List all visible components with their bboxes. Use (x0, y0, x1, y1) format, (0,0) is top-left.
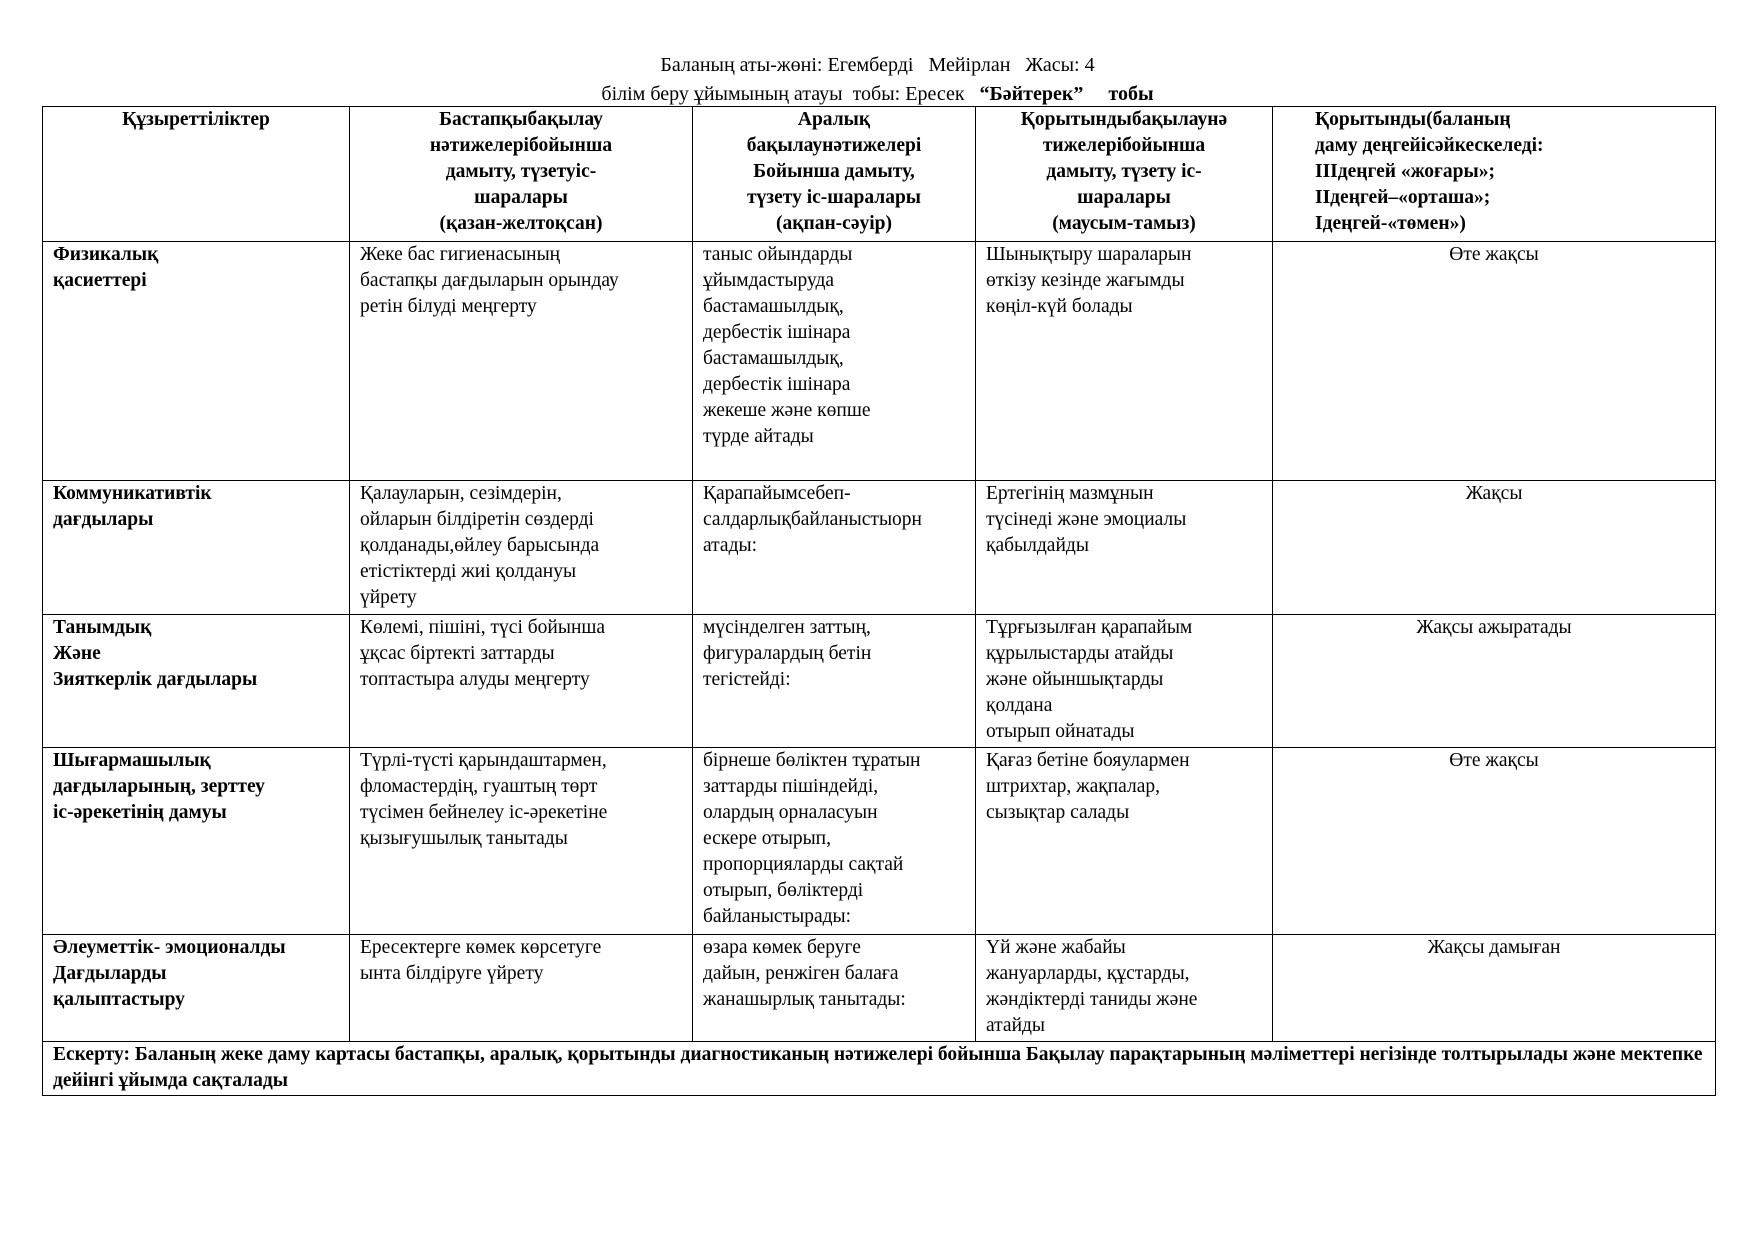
table-row (43, 935, 1716, 1042)
criterion-cell: Әлеуметтік- эмоционалды Дағдыларды қалыптастыру (43, 935, 350, 1042)
table-row (43, 481, 1716, 615)
result-cell: Жақсы дамыған (1273, 935, 1716, 1042)
final-cell: Үй және жабайы жануарларды, құстарды, жәндіктерді таниды және атайды (976, 935, 1273, 1042)
table-row (43, 242, 1716, 481)
development-card-table (42, 106, 1716, 1096)
initial-cell: Қалауларын, сезімдерін, ойларын білдіретін сөздерді қолданады,өйлеу барысында етістіктерді жиі қолдануы үйрету (350, 481, 693, 615)
intermediate-cell: мүсінделген заттың, фигуралардың бетін тегістейді: (693, 615, 976, 748)
initial-cell: Ересектерге көмек көрсетуге ынта білдіруге үйрету (350, 935, 693, 1042)
result-cell: Өте жақсы (1273, 748, 1716, 935)
final-cell: Қағаз бетіне бояулармен штрихтар, жақпалар, сызықтар салады (976, 748, 1273, 935)
final-cell: Ертегінің мазмұнын түсінеді және эмоциалы қабылдайды (976, 481, 1273, 615)
table-row (43, 615, 1716, 748)
column-header-competencies: Құзыреттіліктер (43, 107, 350, 242)
column-header-final: Қорытындыбақылаунә тижелерібойынша дамыту, түзету іс- шаралары (маусым-тамыз) (976, 107, 1273, 242)
result-cell: Өте жақсы (1273, 242, 1716, 481)
result-cell: Жақсы ажыратады (1273, 615, 1716, 748)
organization-prefix: білім беру ұйымының атауы тобы: Ересек (601, 83, 980, 105)
intermediate-cell: бірнеше бөліктен тұратын заттарды пішіндейді, олардың орналасуын ескере отырып, пропорцияларды сақтай отырып, бөліктерді байланыстырады: (693, 748, 976, 935)
initial-cell: Жеке бас гигиенасының бастапқы дағдыларын орындау ретін білуді меңгерту (350, 242, 693, 481)
column-header-intermediate: Аралық бақылаунәтижелері Бойынша дамыту, түзету іс-шаралары (ақпан-сәуір) (693, 107, 976, 242)
intermediate-cell: өзара көмек беруге дайын, ренжіген балаға жанашырлық танытады: (693, 935, 976, 1042)
organization-line (0, 82, 1755, 106)
organization-suffix: тобы (1083, 83, 1154, 105)
criterion-cell: Физикалық қасиеттері (43, 242, 350, 481)
final-cell: Шынықтыру шараларын өткізу кезінде жағымды көңіл-күй болады (976, 242, 1273, 481)
table-row (43, 748, 1716, 935)
initial-cell: Көлемі, пішіні, түсі бойынша ұқсас біртекті заттарды топтастыра алуды меңгерту (350, 615, 693, 748)
column-header-result: Қорытынды(баланың даму деңгейісәйкескеледі: ІІІдеңгей «жоғары»; ІІдеңгей–«орташа»; Ідеңгей-«төмен») (1273, 107, 1716, 242)
table-header-row (43, 107, 1716, 242)
note-row (43, 1042, 1716, 1096)
intermediate-cell: Қарапайымсебеп- салдарлықбайланыстыорн атады: (693, 481, 976, 615)
result-cell: Жақсы (1273, 481, 1716, 615)
final-cell: Тұрғызылған қарапайым құрылыстарды атайды және ойыншықтарды қолдана отырып ойнатады (976, 615, 1273, 748)
criterion-cell: Коммуникативтік дағдылары (43, 481, 350, 615)
criterion-cell: Шығармашылық дағдыларының, зерттеу іс-әрекетінің дамуы (43, 748, 350, 935)
initial-cell: Түрлі-түсті қарындаштармен, фломастердің, гуаштың төрт түсімен бейнелеу іс-әрекетіне қызығушылық танытады (350, 748, 693, 935)
criterion-cell: Танымдық Және Зияткерлік дағдылары (43, 615, 350, 748)
group-name: “Бәйтерек” (979, 83, 1084, 105)
child-info-line: Баланың аты-жөні: Егемберді Мейірлан Жасы: 4 (660, 54, 1095, 76)
column-header-initial: Бастапқыбақылау нәтижелерібойынша дамыту, түзетуіс- шаралары (қазан-желтоқсан) (350, 107, 693, 242)
note-text: Ескерту: Баланың жеке даму картасы бастапқы, аралық, қорытынды диагностиканың нәтижелері бойынша Бақылау парақтарының мәліметтері негізінде толтырылады және мектепке дейінгі ұйымда сақталады (43, 1042, 1716, 1096)
intermediate-cell: таныс ойындарды ұйымдастыруда бастамашылдық, дербестік ішінара бастамашылдық, дербестік ішінара жекеше және көпше түрде айтады (693, 242, 976, 481)
